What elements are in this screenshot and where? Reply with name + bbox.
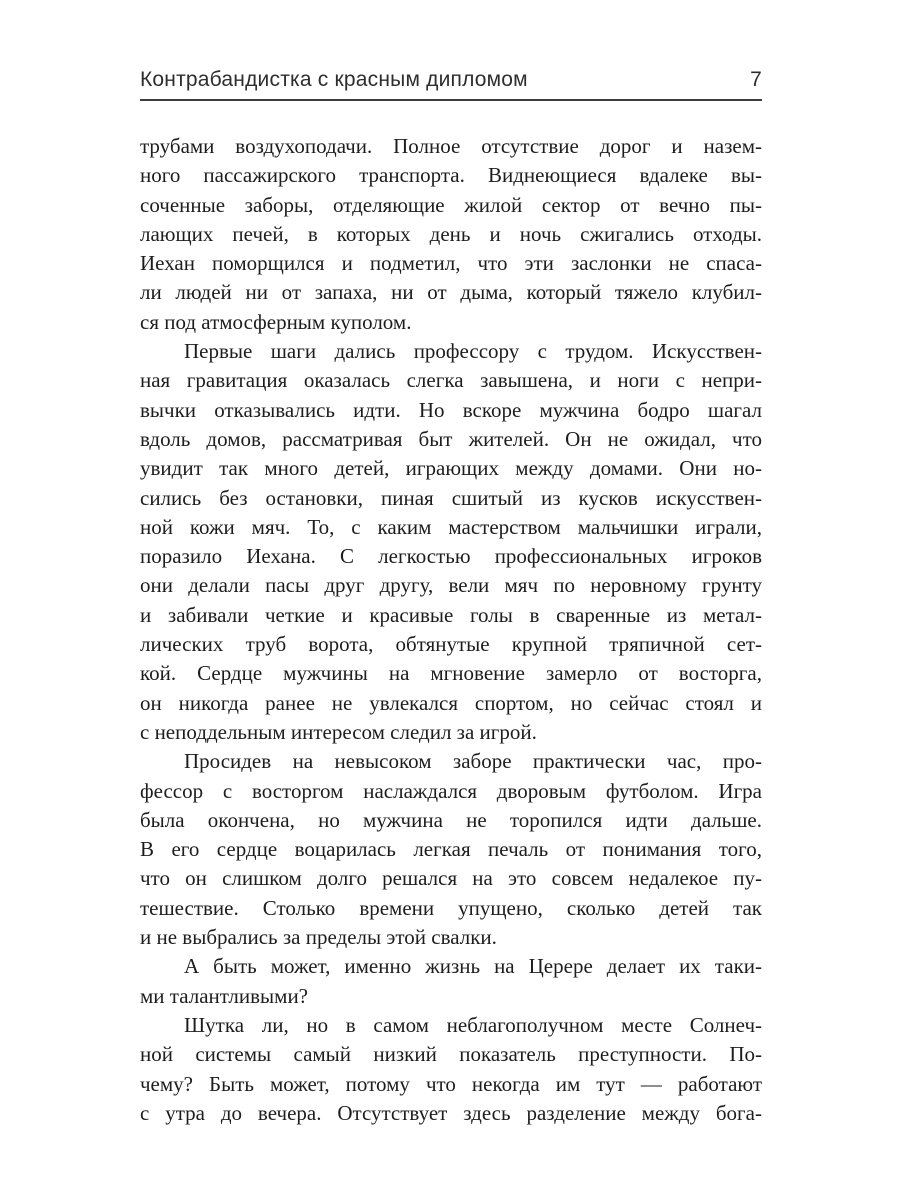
running-header (140, 68, 762, 101)
text-line: ного пассажирского транспорта. Виднеющиеся вдалеке вы- (140, 163, 762, 188)
text-line: Первые шаги дались профессору с трудом. Искусствен- (184, 339, 762, 364)
text-line: ли людей ни от запаха, ни от дыма, который тяжело клубил- (140, 280, 762, 305)
text-line: они делали пасы друг другу, вели мяч по неровному грунту (140, 573, 762, 598)
paragraph (140, 337, 762, 747)
text-line: тешествие. Столько времени упущено, сколько детей так (140, 895, 762, 920)
text-line: и не выбрались за пределы этой свалки. (140, 925, 497, 950)
text-line: с неподдельным интересом следил за игрой. (140, 719, 537, 744)
text-line: поразило Иехана. С легкостью профессиональных игроков (140, 544, 762, 569)
text-line: увидит так много детей, играющих между домами. Они но- (140, 456, 762, 481)
paragraph (140, 747, 762, 952)
running-title: Контрабандистка с красным дипломом (140, 68, 528, 91)
text-line: ной системы самый низкий показатель преступности. По- (140, 1042, 762, 1067)
text-line: ся под атмосферным куполом. (140, 309, 412, 334)
text-line: Шутка ли, но в самом неблагополучном месте Солнеч- (184, 1012, 762, 1037)
text-line: лических труб ворота, обтянутые крупной тряпичной сет- (140, 632, 762, 657)
text-line: была окончена, но мужчина не торопился идти дальше. (140, 807, 762, 832)
text-line: он никогда ранее не увлекался спортом, но сейчас стоял и (140, 690, 762, 715)
paragraph (140, 1011, 762, 1128)
page-number: 7 (750, 68, 762, 91)
text-line: лающих печей, в которых день и ночь сжигались отходы. (140, 221, 762, 246)
text-line: с утра до вечера. Отсутствует здесь разделение между бога- (140, 1100, 762, 1125)
text-line: кой. Сердце мужчины на мгновение замерло от восторга, (140, 661, 762, 686)
text-line: что он слишком долго решался на это совсем недалекое пу- (140, 866, 762, 891)
text-line: вдоль домов, рассматривая быт жителей. Он не ожидал, что (140, 426, 762, 451)
paragraph (140, 952, 762, 1011)
text-line: и забивали четкие и красивые голы в сваренные из метал- (140, 602, 762, 627)
text-line: чему? Быть может, потому что некогда им тут — работают (140, 1071, 762, 1096)
text-line: сились без остановки, пиная сшитый из кусков искусствен- (140, 485, 762, 510)
text-line: вычки отказывались идти. Но вскоре мужчина бодро шагал (140, 397, 762, 422)
text-line: ми талантливыми? (140, 983, 308, 1008)
page-text (140, 132, 762, 1128)
text-line: В его сердце воцарилась легкая печаль от понимания того, (140, 837, 762, 862)
text-line: соченные заборы, отделяющие жилой сектор от вечно пы- (140, 192, 762, 217)
text-line: трубами воздухоподачи. Полное отсутствие дорог и назем- (140, 134, 762, 158)
text-line: фессор с восторгом наслаждался дворовым футболом. Игра (140, 778, 762, 803)
text-line: А быть может, именно жизнь на Церере делает их таки- (184, 954, 762, 979)
text-line: ная гравитация оказалась слегка завышена, и ноги с непри- (140, 368, 762, 393)
paragraph (140, 132, 762, 337)
text-line: Иехан поморщился и подметил, что эти заслонки не спаса- (140, 251, 762, 276)
text-line: Просидев на невысоком заборе практически час, про- (184, 749, 762, 774)
text-line: ной кожи мяч. То, с каким мастерством мальчишки играли, (140, 514, 762, 539)
